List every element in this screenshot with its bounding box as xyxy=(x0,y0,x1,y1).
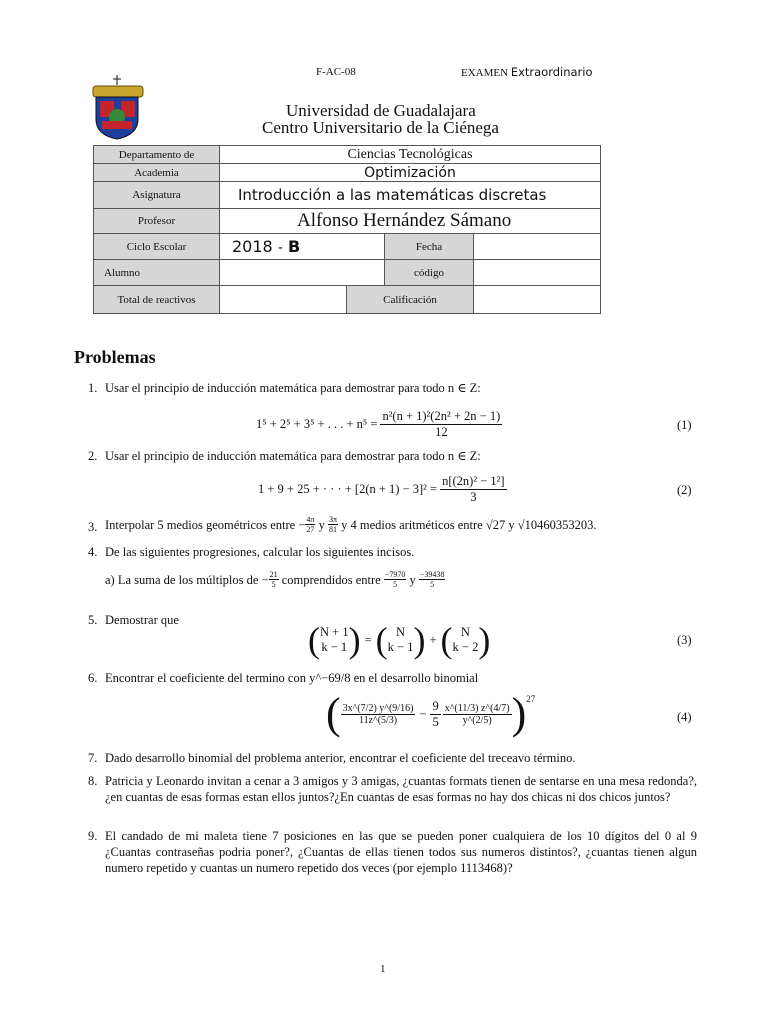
equation-1-fraction xyxy=(380,409,502,440)
equation-3-tag: (3) xyxy=(677,633,692,647)
problem-5-text: Demostrar que xyxy=(105,613,179,627)
eq3-paren-left-b: ( xyxy=(375,620,388,660)
student-field[interactable] xyxy=(220,260,385,286)
eq3-plus: + xyxy=(429,632,437,647)
equation-1-numerator: n²(n + 1)²(2n² + 2n − 1) xyxy=(382,409,501,423)
problem-3-fraction-2-den: 81 xyxy=(328,525,337,534)
equation-3 xyxy=(308,622,490,658)
cycle-separator: - xyxy=(277,240,283,256)
cycle-label: Ciclo Escolar xyxy=(94,234,220,260)
problem-9-text: El candado de mi maleta tiene 7 posiciones en las que se pueden poner cualquiera de los 10 dígitos del 0 al 9 ¿Cuantas contraseñas podria poner?, ¿Cuantas de ellas tienen todos sus numeros distintos?, ¿cuantas tienen algun numero repetido y cuantas un numero repetido dos veces (por ejemplo 1113468)? xyxy=(105,829,697,875)
page-number: 1 xyxy=(380,963,386,975)
problem-4a-text: a) La suma de los múltiplos de − xyxy=(105,572,269,587)
date-field[interactable] xyxy=(474,234,601,260)
eq3-paren-right-a: ) xyxy=(348,620,361,660)
problem-4a-fraction-1 xyxy=(269,570,279,589)
problem-7-number: 7. xyxy=(88,751,98,765)
eq4-term-1-num: 3x^(7/2) y^(9/16) xyxy=(342,702,414,714)
equation-2-lhs: 1 + 9 + 25 + · · · + [2(n + 1) − 3]² = xyxy=(258,482,438,496)
eq4-term-1-den: 11z^(5/3) xyxy=(358,714,398,726)
eq3-binom-c-bot: k − 2 xyxy=(452,640,479,654)
eq3-binom-b-bot: k − 1 xyxy=(387,640,414,654)
problem-3-fraction-1-den: 27 xyxy=(306,525,315,534)
problem-3-text-b: y 4 medios aritméticos entre √27 y √10460353203. xyxy=(337,517,597,532)
problem-4a xyxy=(105,570,445,589)
problem-4a-fraction-3 xyxy=(419,570,446,589)
university-crest-logo xyxy=(90,73,150,141)
problem-3-y: y xyxy=(315,517,328,532)
eq3-equals: = xyxy=(364,632,372,647)
problem-4-number: 4. xyxy=(88,545,98,559)
eq4-paren-left: ( xyxy=(326,689,341,738)
eq3-paren-left-a: ( xyxy=(308,620,320,660)
eq4-coef-den: 5 xyxy=(432,714,439,729)
problem-4a-fraction-3-num: −39438 xyxy=(419,570,445,579)
academy-label: Academia xyxy=(94,164,220,182)
equation-1 xyxy=(256,409,502,440)
problem-7-text: Dado desarrollo binomial del problema anterior, encontrar el coeficiente del treceavo término. xyxy=(105,751,576,765)
eq3-binom-b-top: N xyxy=(396,625,406,639)
problem-4-text: De las siguientes progresiones, calcular los siguientes incisos. xyxy=(105,545,415,559)
problem-4a-fraction-2 xyxy=(384,570,407,589)
eq4-coef-num: 9 xyxy=(432,698,439,713)
eq3-binom-a xyxy=(320,625,349,655)
date-label: Fecha xyxy=(385,234,474,260)
problem-3-fraction-2 xyxy=(328,515,338,534)
problem-2-text: Usar el principio de inducción matemática para demostrar para todo n ∈ Z: xyxy=(105,449,481,463)
total-label: Total de reactivos xyxy=(94,286,220,314)
academy-value: Optimización xyxy=(220,164,601,182)
equation-2-tag: (2) xyxy=(677,483,692,497)
eq3-binom-b xyxy=(388,625,414,655)
eq4-coef xyxy=(430,699,440,730)
problem-1-number: 1. xyxy=(88,381,98,395)
problem-3-fraction-1-num: 4π xyxy=(306,515,315,524)
problem-6-number: 6. xyxy=(88,671,98,685)
problem-3-fraction-1 xyxy=(305,515,315,534)
eq3-binom-c-top: N xyxy=(460,625,470,639)
problem-4a-fraction-3-den: 5 xyxy=(430,580,435,589)
problem-3-fraction-2-num: 3π xyxy=(328,515,337,524)
problem-1-text: Usar el principio de inducción matemática para demostrar para todo n ∈ Z: xyxy=(105,381,481,395)
eq3-paren-left-c: ( xyxy=(440,620,453,660)
problem-4a-mid: comprendidos entre xyxy=(278,572,384,587)
eq4-paren-right: ) xyxy=(511,689,527,738)
equation-2-numerator: n[(2n)² − 1²] xyxy=(442,474,505,488)
problem-3-number: 3. xyxy=(88,520,98,534)
problem-9-number: 9. xyxy=(88,829,98,843)
eq3-paren-right-c: ) xyxy=(478,620,491,660)
equation-1-tag: (1) xyxy=(677,418,692,432)
problem-3-text xyxy=(105,515,596,534)
problem-4a-fraction-1-num: 21 xyxy=(269,570,278,579)
problem-4a-fraction-1-den: 5 xyxy=(271,580,276,589)
code-label: código xyxy=(385,260,474,286)
equation-2 xyxy=(258,474,507,505)
equation-1-lhs: 1⁵ + 2⁵ + 3⁵ + . . . + n⁵ = xyxy=(256,417,378,431)
problem-8-number: 8. xyxy=(88,774,98,788)
equation-4 xyxy=(326,689,536,738)
total-field[interactable] xyxy=(220,286,347,314)
problem-4a-y: y xyxy=(406,572,419,587)
eq4-exponent: 27 xyxy=(526,694,536,704)
cycle-term: B xyxy=(287,237,301,256)
exam-info-table xyxy=(93,145,601,314)
grade-field[interactable] xyxy=(474,286,601,314)
eq4-term-1 xyxy=(341,703,416,726)
problem-8-text: Patricia y Leonardo invitan a cenar a 3 amigos y 3 amigas, ¿cuantas formats tienen de sentarse en una mesa redonda?,¿en cuantas de esas formas estan ellos juntos?¿En cuantas de esas formas no hay dos chicas ni dos chicos juntos? xyxy=(105,774,697,804)
problem-4a-fraction-2-num: −7970 xyxy=(384,570,406,579)
department-value: Ciencias Tecnológicas xyxy=(220,146,601,164)
grade-label: Calificación xyxy=(347,286,474,314)
form-code: F-AC-08 xyxy=(316,66,356,78)
department-label: Departamento de xyxy=(94,146,220,164)
subject-value: Introducción a las matemáticas discretas xyxy=(220,182,601,209)
student-label: Alumno xyxy=(94,260,220,286)
problem-4a-fraction-2-den: 5 xyxy=(393,580,398,589)
exam-type: Extraordinario xyxy=(510,65,593,79)
eq3-paren-right-b: ) xyxy=(413,620,426,660)
center-name: Centro Universitario de la Ciénega xyxy=(262,118,499,137)
equation-4-tag: (4) xyxy=(677,710,692,724)
problem-5-number: 5. xyxy=(88,613,98,627)
problem-2-number: 2. xyxy=(88,449,98,463)
professor-label: Profesor xyxy=(94,209,220,234)
code-field[interactable] xyxy=(474,260,601,286)
equation-1-denominator: 12 xyxy=(435,425,448,439)
eq4-minus: − xyxy=(419,706,427,721)
equation-2-fraction xyxy=(440,474,506,505)
eq4-term-2 xyxy=(443,703,512,726)
eq4-term-2-den: y^(2/5) xyxy=(462,714,492,726)
exam-header xyxy=(461,65,593,79)
cycle-value xyxy=(220,234,385,260)
section-title: Problemas xyxy=(74,347,156,367)
university-name: Universidad de Guadalajara xyxy=(286,101,476,120)
eq3-binom-a-bot: k − 1 xyxy=(321,640,348,654)
problem-3-text-a: Interpolar 5 medios geométricos entre − xyxy=(105,517,306,532)
subject-label: Asignatura xyxy=(94,182,220,209)
cycle-year: 2018 xyxy=(232,237,273,256)
eq3-binom-c xyxy=(453,625,479,655)
equation-2-denominator: 3 xyxy=(470,490,477,504)
exam-label: EXAMEN xyxy=(461,67,509,79)
eq3-binom-a-top: N + 1 xyxy=(320,625,349,639)
eq4-term-2-num: x^(11/3) z^(4/7) xyxy=(444,702,510,714)
professor-value: Alfonso Hernández Sámano xyxy=(220,209,601,234)
problem-6-text: Encontrar el coeficiente del termino con y^−69/8 en el desarrollo binomial xyxy=(105,671,479,685)
